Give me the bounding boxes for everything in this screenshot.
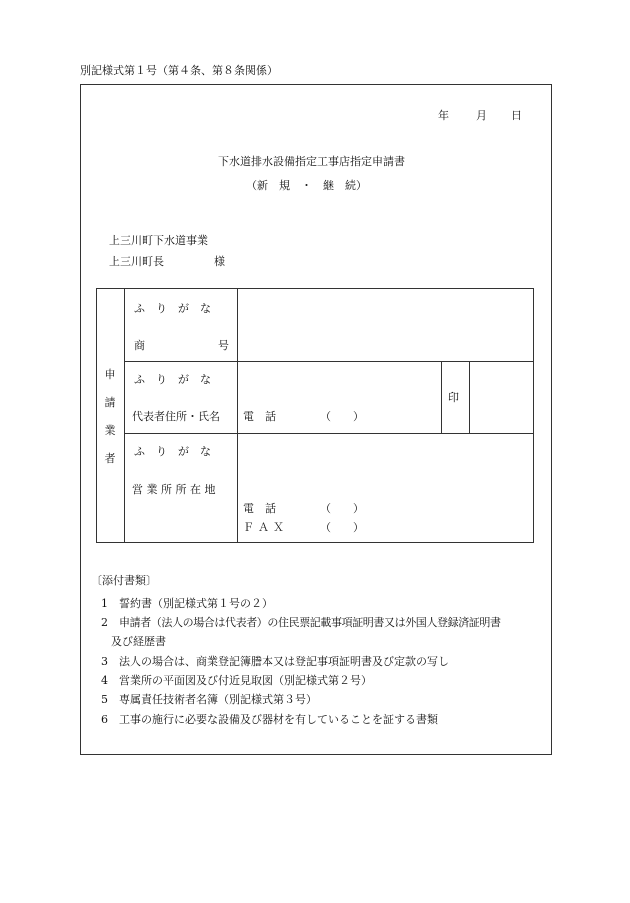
row-header-char: 者	[104, 452, 116, 465]
attachment-item: 営業所の平面図及び付近見取図（別記様式第２号）	[119, 674, 372, 687]
date-day: 日	[511, 109, 522, 122]
office-phone-parens: （ ）	[320, 502, 364, 515]
trade-name-label-start: 商	[134, 339, 145, 352]
seal-label: 印	[448, 391, 459, 404]
attachment-item: 専属責任技術者名簿（別記様式第３号）	[119, 693, 317, 706]
attachment-number: 2	[101, 616, 108, 629]
representative-phone-parens: （ ）	[320, 410, 364, 423]
attachment-item: 法人の場合は、商業登記簿謄本又は登記事項証明書及び定款の写し	[119, 655, 449, 668]
recipient-line-1: 上三川町下水道事業	[109, 234, 208, 247]
date-year: 年	[438, 109, 449, 122]
office-furigana-label: ふ り が な	[134, 445, 211, 458]
table-row-divider-2	[124, 433, 534, 434]
date-month: 月	[476, 109, 487, 122]
attachment-item: 誓約書（別記様式第１号の２）	[119, 597, 273, 610]
representative-label: 代表者住所・氏名	[132, 410, 220, 423]
office-fax-label: ＦＡＸ	[243, 521, 288, 534]
attachments-heading: 〔添付書類〕	[91, 574, 157, 587]
office-location-label: 営 業 所 所 在 地	[132, 483, 216, 496]
form-number-note: 別記様式第１号（第４条、第８条関係）	[80, 64, 278, 77]
row-header-char: 業	[104, 424, 116, 437]
recipient-line-2: 上三川町長	[109, 255, 164, 268]
attachment-number: 1	[101, 597, 108, 610]
recipient-honorific: 様	[214, 255, 225, 268]
form-subtitle: （新 規 ・ 継 続）	[246, 179, 367, 192]
representative-phone-label: 電 話	[243, 410, 276, 423]
row-header-char: 請	[104, 396, 116, 409]
table-row-divider-1	[124, 361, 534, 362]
table-divider-seal-left	[441, 361, 442, 433]
attachment-number: 5	[101, 693, 108, 706]
attachment-item-continued: 及び経歴書	[111, 635, 166, 648]
table-divider-seal-right	[469, 361, 470, 433]
form-title: 下水道排水設備指定工事店指定申請書	[218, 155, 405, 168]
office-fax-parens: （ ）	[320, 521, 364, 534]
attachment-number: 3	[101, 655, 108, 668]
trade-name-furigana-label: ふ り が な	[134, 302, 211, 315]
row-header-char: 申	[104, 368, 116, 381]
trade-name-label-end: 号	[218, 339, 229, 352]
attachment-item: 申請者（法人の場合は代表者）の住民票記載事項証明書又は外国人登録済証明書	[119, 616, 501, 629]
attachment-number: 4	[101, 674, 108, 687]
office-phone-label: 電 話	[243, 502, 276, 515]
table-divider-labels	[237, 288, 238, 543]
attachment-number: 6	[101, 713, 108, 726]
representative-furigana-label: ふ り が な	[134, 373, 211, 386]
table-divider-rowheader	[124, 288, 125, 543]
attachment-item: 工事の施行に必要な設備及び器材を有していることを証する書類	[119, 713, 438, 726]
